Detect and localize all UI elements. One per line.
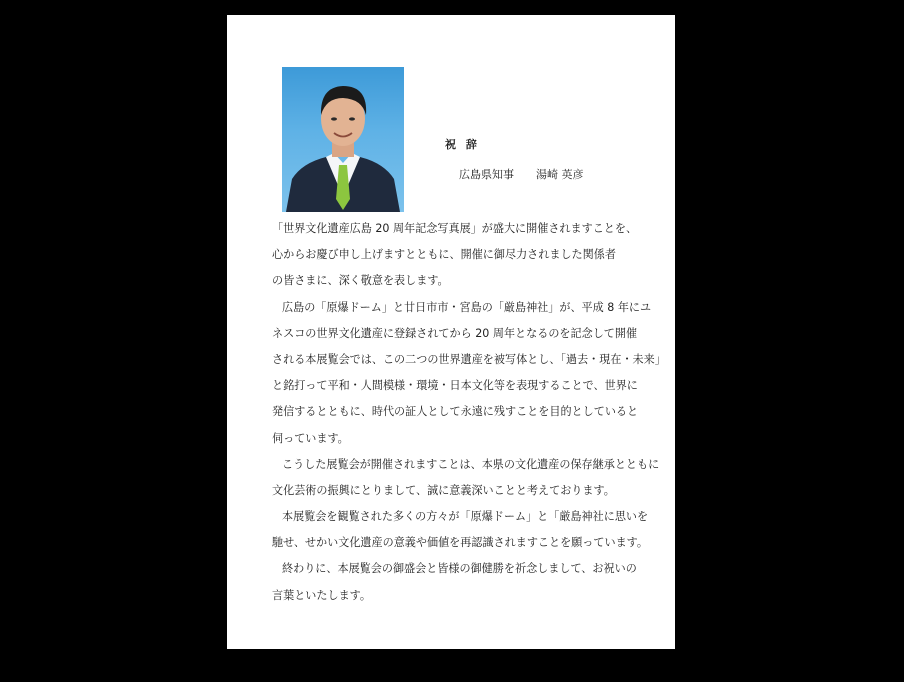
- body-line: 「世界文化遺産広島 20 周年記念写真展」が盛大に開催されますことを、: [272, 222, 638, 235]
- body-line: 心からお慶び申し上げますとともに、開催に御尽力されました関係者: [272, 248, 616, 262]
- body-line: と銘打って平和・人間模様・環境・日本文化等を表現することで、世界に: [272, 379, 638, 393]
- speech-body: [272, 216, 666, 609]
- body-line: 文化芸術の振興にとりまして、誠に意義深いことと考えております。: [272, 483, 615, 497]
- governor-portrait-photo: [282, 67, 404, 212]
- body-line: 発信するとともに、時代の証人として永遠に残すことを目的としていると: [272, 405, 639, 419]
- body-line: ネスコの世界文化遺産に登録されてから 20 周年となるのを記念して開催: [272, 326, 638, 340]
- body-line: 言葉といたします。: [272, 588, 371, 602]
- body-line: 終わりに、本展覧会の御盛会と皆様の御健勝を祈念しまして、お祝いの: [282, 562, 637, 576]
- body-line: 馳せ、せかい文化遺産の意義や価値を再認識されますことを願っています。: [272, 536, 648, 550]
- portrait-figure: [282, 67, 404, 212]
- body-line: の皆さまに、深く敬意を表します。: [272, 274, 449, 288]
- body-line: こうした展覧会が開催されますことは、本県の文化遺産の保存継承とともに: [282, 457, 660, 471]
- author-title: 広島県知事: [459, 168, 514, 181]
- speech-heading: 祝 辞: [445, 138, 480, 151]
- body-line: 広島の「原爆ドーム」と廿日市市・宮島の「厳島神社」が、平成 8 年にユ: [282, 300, 652, 314]
- body-line: 本展覧会を観覧された多くの方々が「原爆ドーム」と「厳島神社に思いを: [282, 510, 649, 524]
- author-name: 湯崎 英彦: [536, 168, 584, 181]
- document-page: [227, 15, 675, 649]
- author-line: [459, 166, 584, 182]
- body-line: 伺っています。: [272, 431, 349, 445]
- body-line: される本展覧会では、この二つの世界遺産を被写体とし、「過去・現在・未来」: [272, 352, 666, 366]
